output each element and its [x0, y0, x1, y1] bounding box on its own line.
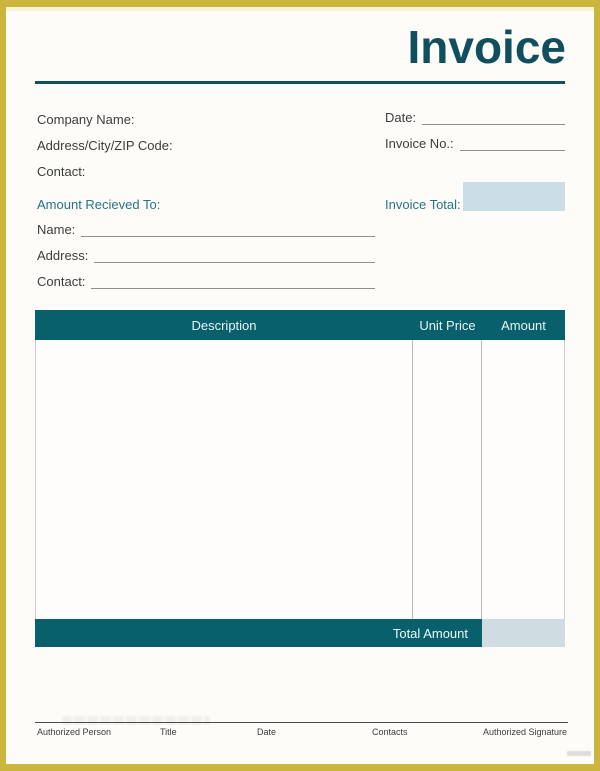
footer-contacts-label: Contacts [372, 727, 408, 737]
receiver-address-blank-line [94, 248, 375, 263]
receiver-address-field [37, 248, 375, 263]
receiver-contact-field [37, 274, 375, 289]
unit-price-column-blank [413, 340, 482, 619]
invoice-total-value-box [463, 182, 565, 211]
company-contact-label: Contact: [37, 164, 86, 179]
amount-column-blank [482, 340, 564, 619]
page-border-left [0, 0, 6, 771]
receiver-contact-label: Contact: [37, 274, 86, 289]
footer-authorized-signature-label: Authorized Signature [482, 727, 567, 737]
watermark [62, 716, 210, 725]
receiver-name-blank-line [81, 222, 375, 237]
footer-authorized-person-label: Authorized Person [37, 727, 112, 737]
total-amount-value-cell [482, 619, 565, 647]
description-column-blank [36, 340, 413, 619]
document-title: Invoice [407, 21, 566, 73]
invoice-no-field [385, 136, 565, 151]
date-label: Date: [385, 110, 417, 125]
invoice-no-blank-line [460, 136, 565, 151]
date-field [385, 110, 565, 125]
corner-watermark [567, 751, 591, 756]
page-border-top [0, 0, 600, 7]
items-table-header [35, 310, 565, 340]
invoice-total-label: Invoice Total: [385, 197, 461, 212]
receiver-contact-blank-line [91, 274, 375, 289]
footer-title-label: Title [160, 727, 177, 737]
invoice-no-label: Invoice No.: [385, 136, 454, 151]
column-header-description: Description [191, 317, 257, 333]
date-blank-line [422, 110, 565, 125]
receiver-address-label: Address: [37, 248, 89, 263]
page-border-top-inner [6, 7, 594, 11]
items-table [35, 310, 565, 647]
page-border-bottom [0, 764, 600, 771]
items-table-body [35, 340, 565, 619]
receiver-name-field [37, 222, 375, 237]
column-header-amount: Amount [501, 317, 546, 333]
title-underline [35, 81, 565, 84]
items-table-total-row [35, 619, 565, 647]
amount-received-to-label: Amount Recieved To: [37, 197, 161, 212]
signature-line [35, 722, 568, 723]
footer-date-label: Date [257, 727, 277, 737]
column-header-unit-price: Unit Price [419, 317, 476, 333]
company-name-label: Company Name: [37, 112, 135, 127]
total-amount-label: Total Amount [35, 619, 482, 647]
company-address-label: Address/City/ZIP Code: [37, 138, 173, 153]
page-border-right [594, 0, 600, 771]
receiver-name-label: Name: [37, 222, 76, 237]
